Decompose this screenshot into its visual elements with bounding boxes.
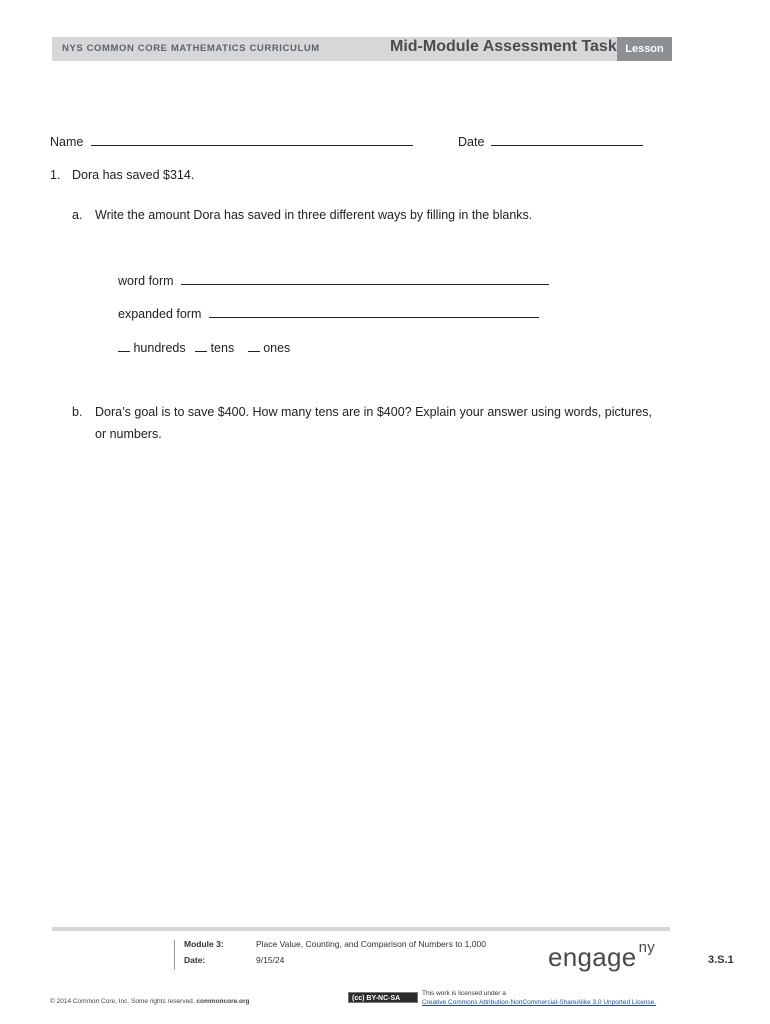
expanded-form-row xyxy=(118,306,539,321)
brand-text: engage xyxy=(548,942,637,972)
cc-license-badge[interactable]: (cc) BY-NC-SA xyxy=(348,992,418,1003)
problem-1-number: 1. xyxy=(50,168,61,182)
engageny-logo xyxy=(548,939,656,973)
copyright-text: © 2014 Common Core, Inc. Some rights reserved. xyxy=(50,998,195,1005)
tens-blank[interactable] xyxy=(195,340,207,352)
curriculum-title: NYS COMMON CORE MATHEMATICS CURRICULUM xyxy=(62,43,320,54)
footer-divider xyxy=(174,940,175,970)
expanded-form-label: expanded form xyxy=(118,307,202,321)
problem-1-text: Dora has saved $314. xyxy=(72,168,195,182)
copyright xyxy=(50,998,250,1005)
footer-date-label: Date: xyxy=(184,955,206,965)
page-number: 3.S.1 xyxy=(708,954,734,966)
word-form-row xyxy=(118,273,549,288)
copyright-site[interactable]: commoncore.org xyxy=(196,998,250,1005)
license-link[interactable]: Creative Commons Attribution-NonCommercial-ShareAlike 3.0 Unported License. xyxy=(422,999,657,1006)
module-label: Module 3: xyxy=(184,939,224,949)
word-form-label: word form xyxy=(118,274,174,288)
task-title: Mid-Module Assessment Task xyxy=(390,38,617,55)
module-value: Place Value, Counting, and Comparison of Numbers to 1,000 xyxy=(256,939,486,949)
footer-date-value: 9/15/24 xyxy=(256,955,285,965)
expanded-form-blank[interactable] xyxy=(209,306,539,318)
part-b-text-line2: or numbers. xyxy=(95,427,162,441)
part-b-text-line1: Dora’s goal is to save $400. How many tens are in $400? Explain your answer using words, pictures, xyxy=(95,405,653,419)
word-form-blank[interactable] xyxy=(181,273,549,285)
date-label: Date xyxy=(458,135,485,149)
date-blank[interactable] xyxy=(491,134,643,146)
license-text: This work is licensed under a xyxy=(422,990,506,997)
hundreds-label: hundreds xyxy=(133,341,186,355)
name-label: Name xyxy=(50,135,84,149)
part-a-text: Write the amount Dora has saved in three different ways by filling in the blanks. xyxy=(95,208,533,222)
footer-rule xyxy=(52,927,670,931)
ones-blank[interactable] xyxy=(248,340,260,352)
tens-label: tens xyxy=(210,341,235,355)
place-value-row xyxy=(118,340,290,355)
brand-sup: ny xyxy=(638,939,656,957)
lesson-badge: Lesson xyxy=(617,37,672,61)
name-blank[interactable] xyxy=(91,134,413,146)
name-field xyxy=(50,134,413,149)
part-b-letter: b. xyxy=(72,405,83,419)
part-a-letter: a. xyxy=(72,208,83,222)
hundreds-blank[interactable] xyxy=(118,340,130,352)
date-field xyxy=(458,134,643,149)
ones-label: ones xyxy=(263,341,291,355)
